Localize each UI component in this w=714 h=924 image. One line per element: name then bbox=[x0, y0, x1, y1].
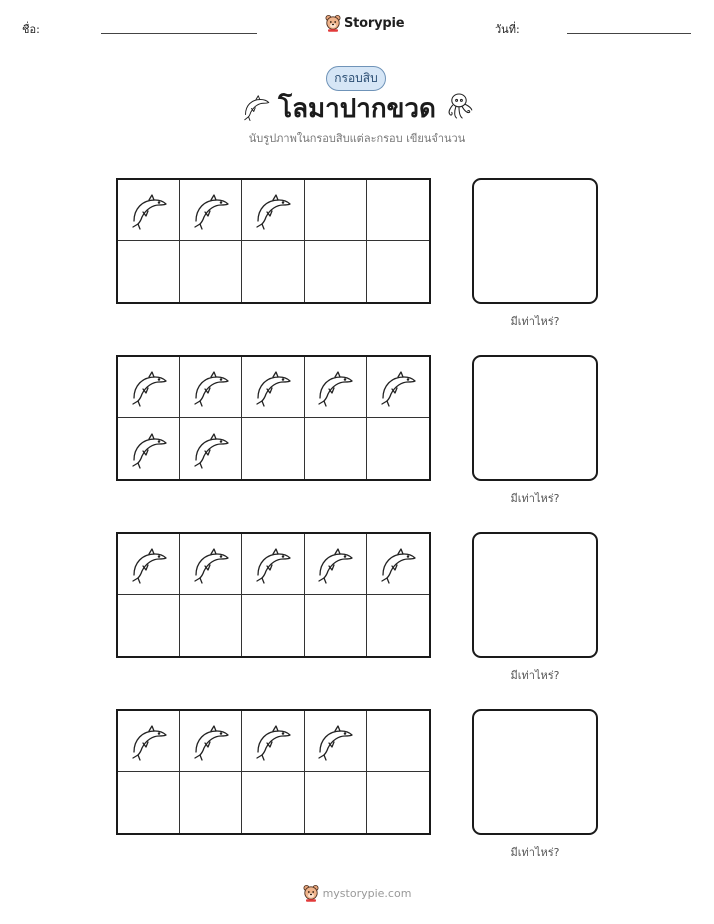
ten-frame-cell bbox=[180, 180, 242, 241]
ten-frame-cell bbox=[305, 772, 367, 833]
page-title: โลมาปากขวด bbox=[278, 94, 436, 124]
ten-frame-1 bbox=[116, 178, 431, 304]
date-line[interactable] bbox=[567, 33, 691, 34]
answer-box-4[interactable] bbox=[472, 709, 598, 835]
ten-frame-cell bbox=[180, 418, 242, 479]
ten-frame-cell bbox=[367, 534, 429, 595]
ten-frame-cell bbox=[305, 534, 367, 595]
ten-frame-cell bbox=[118, 180, 180, 241]
name-label: ชื่อ: bbox=[22, 23, 40, 36]
octopus-icon bbox=[443, 90, 475, 122]
ten-frame-cell bbox=[118, 534, 180, 595]
dolphin-icon bbox=[191, 190, 231, 230]
ten-frame-cell bbox=[180, 241, 242, 302]
question-1: มีเท่าไหร่? bbox=[510, 315, 560, 328]
ten-frame-cell bbox=[367, 418, 429, 479]
dolphin-icon bbox=[253, 190, 293, 230]
ten-frame-4 bbox=[116, 709, 431, 835]
dolphin-icon bbox=[378, 367, 418, 407]
ten-frame-cell bbox=[242, 418, 304, 479]
ten-frame-3 bbox=[116, 532, 431, 658]
ten-frame-cell bbox=[305, 241, 367, 302]
ten-frame-cell bbox=[180, 711, 242, 772]
dolphin-icon bbox=[253, 544, 293, 584]
dolphin-icon bbox=[315, 721, 355, 761]
ten-frame-cell bbox=[180, 534, 242, 595]
ten-frame-cell bbox=[118, 241, 180, 302]
ten-frame-cell bbox=[305, 418, 367, 479]
bear-face-icon bbox=[325, 14, 341, 32]
footer bbox=[0, 884, 714, 902]
dolphin-icon bbox=[129, 367, 169, 407]
ten-frame-cell bbox=[180, 357, 242, 418]
ten-frame-cell bbox=[242, 534, 304, 595]
dolphin-icon bbox=[253, 721, 293, 761]
ten-frame-cell bbox=[242, 772, 304, 833]
ten-frame-cell bbox=[367, 711, 429, 772]
dolphin-icon bbox=[240, 92, 272, 122]
dolphin-icon bbox=[191, 429, 231, 469]
brand-name: Storypie bbox=[344, 15, 405, 31]
ten-frame-cell bbox=[242, 595, 304, 656]
dolphin-icon bbox=[315, 367, 355, 407]
answer-box-2[interactable] bbox=[472, 355, 598, 481]
ten-frame-cell bbox=[242, 180, 304, 241]
question-4: มีเท่าไหร่? bbox=[510, 846, 560, 859]
ten-frame-cell bbox=[242, 241, 304, 302]
dolphin-icon bbox=[315, 544, 355, 584]
question-3: มีเท่าไหร่? bbox=[510, 669, 560, 682]
ten-frame-cell bbox=[305, 357, 367, 418]
ten-frame-cell bbox=[367, 772, 429, 833]
ten-frame-cell bbox=[305, 180, 367, 241]
ten-frame-cell bbox=[305, 595, 367, 656]
footer-url: mystorypie.com bbox=[322, 886, 412, 900]
ten-frame-cell bbox=[180, 595, 242, 656]
ten-frame-cell bbox=[242, 711, 304, 772]
bear-face-icon bbox=[303, 884, 319, 902]
ten-frame-cell bbox=[367, 180, 429, 241]
dolphin-icon bbox=[191, 721, 231, 761]
dolphin-icon bbox=[378, 544, 418, 584]
ten-frame-2 bbox=[116, 355, 431, 481]
dolphin-icon bbox=[129, 190, 169, 230]
ten-frame-cell bbox=[367, 357, 429, 418]
answer-box-1[interactable] bbox=[472, 178, 598, 304]
ten-frame-cell bbox=[118, 418, 180, 479]
instructions: นับรูปภาพในกรอบสิบแต่ละกรอบ เขียนจำนวน bbox=[248, 132, 466, 145]
ten-frame-cell bbox=[118, 711, 180, 772]
dolphin-icon bbox=[253, 367, 293, 407]
brand-logo bbox=[325, 12, 404, 34]
ten-frame-cell bbox=[305, 711, 367, 772]
dolphin-icon bbox=[191, 367, 231, 407]
worksheet-badge: กรอบสิบ bbox=[326, 66, 386, 91]
answer-box-3[interactable] bbox=[472, 532, 598, 658]
question-2: มีเท่าไหร่? bbox=[510, 492, 560, 505]
ten-frame-cell bbox=[180, 772, 242, 833]
date-label: วันที่: bbox=[495, 23, 520, 36]
dolphin-icon bbox=[129, 544, 169, 584]
ten-frame-cell bbox=[367, 241, 429, 302]
dolphin-icon bbox=[129, 429, 169, 469]
dolphin-icon bbox=[191, 544, 231, 584]
dolphin-icon bbox=[129, 721, 169, 761]
ten-frame-cell bbox=[118, 772, 180, 833]
ten-frame-cell bbox=[367, 595, 429, 656]
name-line[interactable] bbox=[101, 33, 257, 34]
ten-frame-cell bbox=[118, 357, 180, 418]
ten-frame-cell bbox=[118, 595, 180, 656]
ten-frame-cell bbox=[242, 357, 304, 418]
